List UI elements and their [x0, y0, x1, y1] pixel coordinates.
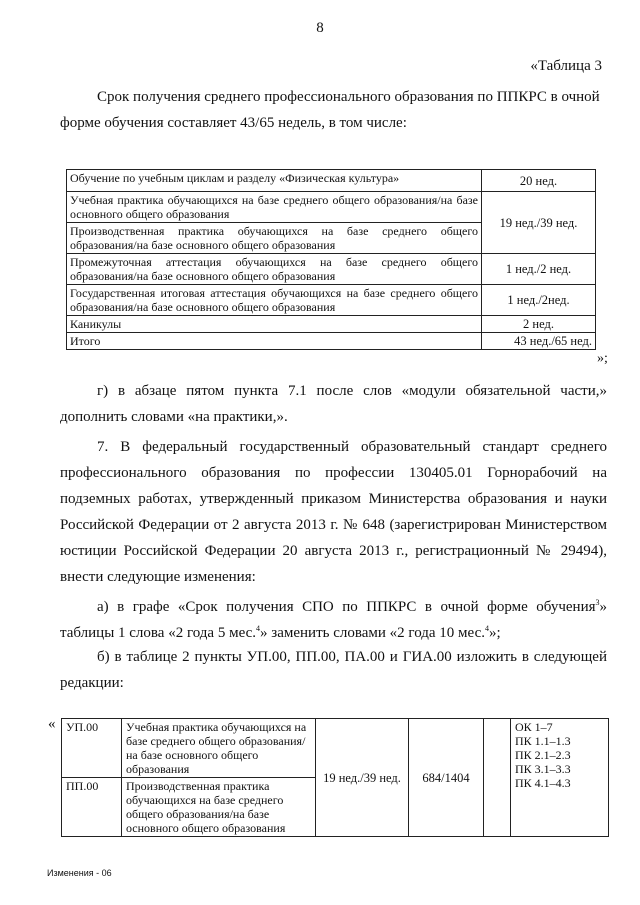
footnote-ref: 4	[256, 624, 261, 633]
competency-item: ПК 3.1–3.3	[515, 762, 571, 776]
row-cycles-value: 20 нед.	[482, 170, 596, 192]
row-total-label: Итого	[67, 333, 482, 350]
empty-cell	[484, 719, 511, 837]
practice-table	[61, 718, 609, 837]
practice-duration: 19 нед./39 нед.	[316, 719, 409, 837]
competency-item: ПК 4.1–4.3	[515, 776, 571, 790]
row-production-practice-label: Производственная практика обучающихся на базе среднего общего образования/на базе основного общего образования	[67, 223, 482, 254]
table-closing-quote: »;	[597, 351, 608, 366]
footnote-ref: 4	[485, 624, 489, 633]
competency-item: ОК 1–7	[515, 720, 553, 734]
paragraph-a-text-1: а) в графе «Срок получения СПО по ППКРС в очной форме обучения	[97, 599, 596, 615]
duration-table	[66, 169, 596, 350]
paragraph-b: б) в таблице 2 пункты УП.00, ПП.00, ПА.00 и ГИА.00 изложить в следующей редакции:	[60, 649, 607, 691]
row-study-practice-label: Учебная практика обучающихся на базе среднего общего образования/на базе основного общего образования	[67, 192, 482, 223]
footnote-ref: 3	[595, 598, 600, 607]
table-label: «Таблица 3	[530, 58, 602, 74]
practice-hours: 684/1404	[409, 719, 484, 837]
paragraph-a-text-4: »;	[489, 625, 501, 641]
row-holidays-label: Каникулы	[67, 316, 482, 333]
row-pp-description: Производственная практика обучающихся на базе среднего общего образования/на базе основного общего образования	[122, 778, 316, 837]
intro-line-1: Срок получения среднего профессионального образования по ППКРС в очной	[97, 89, 600, 105]
row-state-attestation-label: Государственная итоговая аттестация обучающихся на базе среднего общего образования/на базе основного общего образования	[67, 285, 482, 316]
paragraph-7: 7. В федеральный государственный образовательный стандарт среднего профессионального образования по профессии 130405.01 Горнорабочий на подземных работах, утвержденный приказом Министерства образования и науки Российской Федерации от 2 августа 2013 г. № 648 (зарегистрирован Министерством юстиции Российской Федерации 20 августа 2013 г., регистрационный № 29494), внести следующие изменения:	[60, 439, 607, 585]
row-pp-code: ПП.00	[62, 778, 122, 837]
row-up-code: УП.00	[62, 719, 122, 778]
intro-line-2: форме обучения составляет 43/65 недель, в том числе:	[60, 115, 407, 131]
paragraph-a-text-3: » заменить словами «2 года 10 мес.	[260, 625, 485, 641]
row-up-description: Учебная практика обучающихся на базе среднего общего образования/на базе основного общего образования	[122, 719, 316, 778]
table2-opening-quote: «	[48, 716, 56, 732]
row-intermediate-attestation-value: 1 нед./2 нед.	[482, 254, 596, 285]
paragraph-a	[60, 594, 607, 646]
page-number: 8	[316, 20, 324, 36]
row-total-value: 43 нед./65 нед.	[482, 333, 596, 350]
paragraph-g: г) в абзаце пятом пункта 7.1 после слов «модули обязательной части,» дополнить словами «на практики,».	[60, 383, 607, 425]
row-holidays-value: 2 нед.	[482, 316, 596, 333]
row-intermediate-attestation-label: Промежуточная аттестация обучающихся на базе среднего общего образования/на базе основного общего образования	[67, 254, 482, 285]
row-cycles-label: Обучение по учебным циклам и разделу «Физическая культура»	[67, 170, 482, 192]
competencies-cell	[511, 719, 609, 837]
competency-item: ПК 1.1–1.3	[515, 734, 571, 748]
row-practice-value: 19 нед./39 нед.	[482, 192, 596, 254]
footer-note: Изменения - 06	[47, 868, 112, 878]
paragraph-a-text-2: » таблицы 1 слова «2 года 5 мес.	[60, 599, 607, 641]
competency-item: ПК 2.1–2.3	[515, 748, 571, 762]
row-state-attestation-value: 1 нед./2нед.	[482, 285, 596, 316]
